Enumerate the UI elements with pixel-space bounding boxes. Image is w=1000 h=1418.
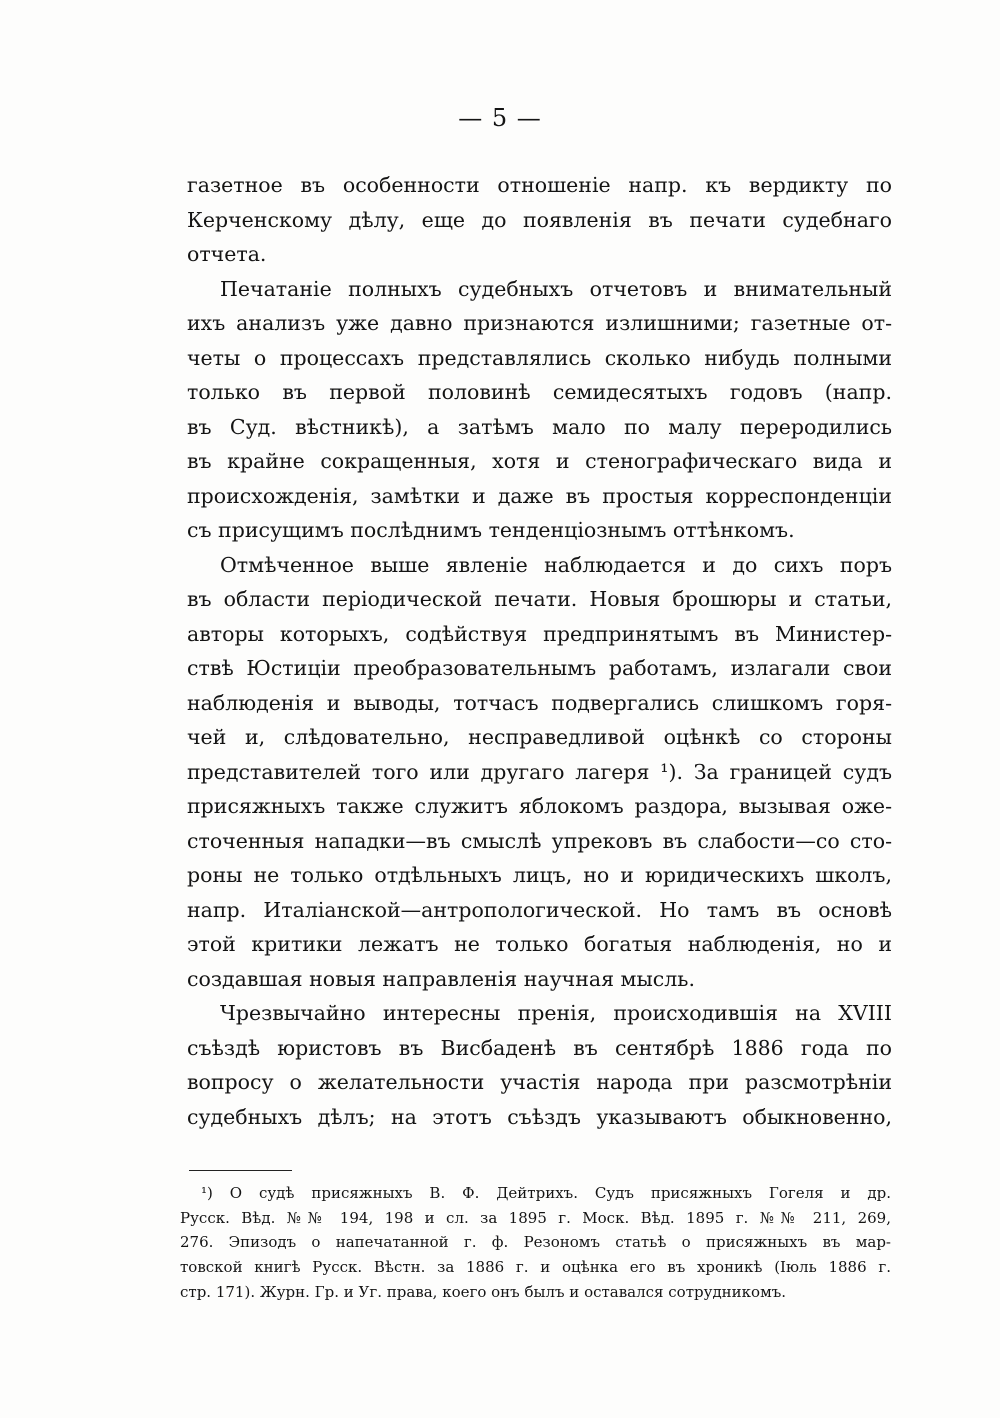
text-line: ствѣ Юстиціи преобразовательнымъ работамъ, излагали свои xyxy=(187,656,892,680)
text-line: происхожденія, замѣтки и даже въ простыя корреспонденціи xyxy=(187,483,892,508)
text-line: чей и, слѣдовательно, несправедливой оцѣнкѣ со стороны xyxy=(187,725,892,749)
body-text xyxy=(187,168,892,1134)
text-line: роны не только отдѣльныхъ лицъ, но и юридическихъ школъ, xyxy=(187,863,892,887)
paragraph xyxy=(187,548,892,997)
text-line: въ Суд. вѣстникѣ), а затѣмъ мало по малу переродились xyxy=(187,414,892,439)
footnotes xyxy=(180,1181,891,1305)
text-line: судебныхъ дѣлъ; на этотъ съѣздъ указываютъ обыкновенно, xyxy=(187,1104,892,1129)
text-line: представителей того или другаго лагеря ¹). За границей судъ xyxy=(187,759,892,784)
text-line: въ области періодической печати. Новыя брошюры и статьи, xyxy=(187,587,892,611)
text-line: напр. Италіанской—антропологической. Но тамъ въ основѣ xyxy=(187,897,892,922)
footnote-line: 276. Эпизодъ о напечатанной г. ф. Резономъ статьѣ о присяжныхъ въ мар- xyxy=(180,1233,891,1252)
text-line: ихъ анализъ уже давно признаются излишними; газетные от- xyxy=(187,311,892,335)
footnote-divider xyxy=(189,1170,292,1171)
footnote-line: товской книгѣ Русск. Вѣстн. за 1886 г. и оцѣнка его въ хроникѣ (Іюль 1886 г. xyxy=(180,1258,891,1277)
text-line: вопросу о желательности участія народа при разсмотрѣніи xyxy=(187,1070,892,1094)
text-line: Отмѣченное выше явленіе наблюдается и до сихъ поръ xyxy=(220,552,892,577)
text-line: съѣздѣ юристовъ въ Висбаденѣ въ сентябрѣ 1886 года по xyxy=(187,1035,892,1060)
footnote xyxy=(180,1181,891,1305)
footnote-line: ¹) О судѣ присяжныхъ В. Ф. Дейтрихъ. Судъ присяжныхъ Гогеля и др. xyxy=(201,1184,891,1202)
text-line: газетное въ особенности отношеніе напр. къ вердикту по xyxy=(187,173,892,197)
text-line: Печатаніе полныхъ судебныхъ отчетовъ и внимательный xyxy=(220,276,892,301)
footnote-line: Русск. Вѣд. №№ 194, 198 и сл. за 1895 г. Моск. Вѣд. 1895 г. №№ 211, 269, xyxy=(180,1208,891,1227)
text-line: четы о процессахъ представлялись сколько нибудь полными xyxy=(187,345,892,370)
text-line: отчета. xyxy=(187,242,267,266)
text-line: создавшая новыя направленія научная мысль. xyxy=(187,966,695,991)
text-line: въ крайне сокращенныя, хотя и стенографическаго вида и xyxy=(187,449,892,473)
text-line: этой критики лежатъ не только богатыя наблюденія, но и xyxy=(187,932,892,956)
text-line: авторы которыхъ, содѣйствуя предпринятымъ въ Министер- xyxy=(187,621,892,646)
text-line: сточенныя нападки—въ смыслѣ упрековъ въ слабости—со сто- xyxy=(187,828,892,853)
paragraph xyxy=(187,168,892,272)
text-line: наблюденія и выводы, тотчасъ подвергались слишкомъ горя- xyxy=(187,690,892,715)
text-line: съ присущимъ послѣднимъ тенденціознымъ оттѣнкомъ. xyxy=(187,518,795,542)
page-number: — 5 — xyxy=(458,104,542,132)
text-line: Керченскому дѣлу, еще до появленія въ печати судебнаго xyxy=(187,207,892,232)
paragraph xyxy=(187,272,892,548)
footnote-line: стр. 171). Журн. Гр. и Уг. права, коего онъ былъ и оставался сотрудникомъ. xyxy=(180,1282,787,1301)
text-line: только въ первой половинѣ семидесятыхъ годовъ (напр. xyxy=(187,380,892,404)
text-line: Чрезвычайно интересны пренія, происходившія на XVIII xyxy=(220,1001,892,1025)
paragraph xyxy=(187,996,892,1134)
text-line: присяжныхъ также служитъ яблокомъ раздора, вызывая оже- xyxy=(187,794,892,818)
